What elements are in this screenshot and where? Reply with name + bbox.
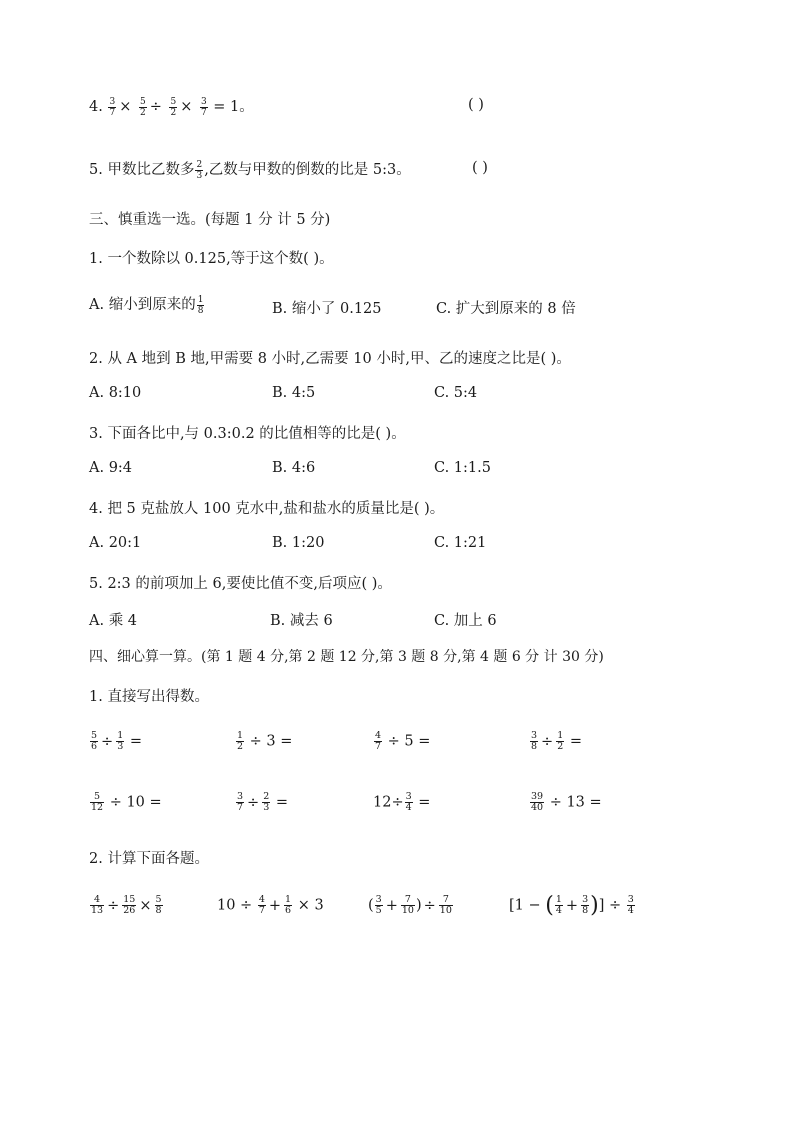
mental-math-8: $\frac{39}{40}$ ÷ 13 = — [531, 791, 602, 813]
mental-math-1: $\frac{5}{6}$ ÷ $\frac{1}{3}$ = — [91, 730, 143, 752]
mental-math-2: $\frac{1}{2}$ ÷ 3 = — [237, 730, 293, 752]
section-3-title: 三、慎重选一选。(每题 1 分 计 5 分) — [89, 212, 331, 228]
choice-q1-option-a[interactable]: A. 缩小到原来的 $\frac{1}{8}$ — [89, 294, 204, 316]
choice-q2-option-a[interactable]: A. 8:10 — [89, 385, 142, 401]
choice-q1-stem: 1. 一个数除以 0.125,等于这个数( )。 — [89, 251, 334, 267]
calc-problem-1: $\frac{4}{13}$ ÷ $\frac{15}{26}$ × $\frac{5}{8}$ — [91, 894, 162, 916]
fraction: $\frac{3}{7}$ — [200, 96, 207, 118]
choice-q1-option-c[interactable]: C. 扩大到原来的 8 倍 — [436, 301, 576, 317]
section-4-sub-1: 1. 直接写出得数。 — [89, 689, 209, 705]
fraction: $\frac{5}{2}$ — [139, 96, 146, 118]
fraction: $\frac{1}{8}$ — [197, 294, 204, 316]
calc-problem-2: 10 ÷ $\frac{4}{7}$ + $\frac{1}{6}$ × 3 — [217, 894, 324, 916]
choice-q5-option-c[interactable]: C. 加上 6 — [434, 613, 497, 629]
calc-problem-3: ( $\frac{3}{5}$ + $\frac{7}{10}$ ) ÷ $\frac{7}{10}$ — [368, 894, 452, 916]
fraction: $\frac{5}{2}$ — [170, 96, 177, 118]
mental-math-4: $\frac{3}{8}$ ÷ $\frac{1}{2}$ = — [531, 730, 583, 752]
choice-q4-option-b[interactable]: B. 1:20 — [272, 535, 325, 551]
section-4-title: 四、细心算一算。(第 1 题 4 分,第 2 题 12 分,第 3 题 8 分,第 4 题 6 分 计 30 分) — [89, 649, 604, 665]
mental-math-3: $\frac{4}{7}$ ÷ 5 = — [375, 730, 431, 752]
answer-blank[interactable]: ( ) — [472, 160, 488, 176]
choice-q1-option-b[interactable]: B. 缩小了 0.125 — [272, 301, 382, 317]
answer-blank[interactable]: ( ) — [468, 97, 484, 113]
choice-q3-option-c[interactable]: C. 1:1.5 — [434, 460, 491, 476]
judge-question-4: 4. $\frac{3}{7}$ × $\frac{5}{2}$ ÷ $\frac{5}{2}$ × $\frac{3}{7}$ = 1。 — [89, 96, 254, 118]
fraction: $\frac{3}{7}$ — [109, 96, 116, 118]
judge-question-5: 5. 甲数比乙数多 $\frac{2}{3}$ ,乙数与甲数的倒数的比是 5:3。 — [89, 159, 411, 181]
choice-q2-stem: 2. 从 A 地到 B 地,甲需要 8 小时,乙需要 10 小时,甲、乙的速度之比是( )。 — [89, 351, 571, 367]
choice-q3-option-b[interactable]: B. 4:6 — [272, 460, 316, 476]
fraction: $\frac{2}{3}$ — [196, 159, 203, 181]
mental-math-5: $\frac{5}{12}$ ÷ 10 = — [91, 791, 162, 813]
question-number: 4. — [89, 99, 103, 115]
choice-q2-option-c[interactable]: C. 5:4 — [434, 385, 478, 401]
choice-q2-option-b[interactable]: B. 4:5 — [272, 385, 316, 401]
choice-q4-stem: 4. 把 5 克盐放人 100 克水中,盐和盐水的质量比是( )。 — [89, 501, 445, 517]
choice-q4-option-a[interactable]: A. 20:1 — [89, 535, 142, 551]
calc-problem-4: [1 − ( $\frac{1}{4}$ + $\frac{3}{8}$ )] ÷ $\frac{3}{4}$ — [509, 892, 634, 918]
choice-q3-stem: 3. 下面各比中,与 0.3:0.2 的比值相等的比是( )。 — [89, 426, 406, 442]
mental-math-6: $\frac{3}{7}$ ÷ $\frac{2}{3}$ = — [237, 791, 289, 813]
choice-q5-stem: 5. 2:3 的前项加上 6,要使比值不变,后项应( )。 — [89, 576, 392, 592]
choice-q4-option-c[interactable]: C. 1:21 — [434, 535, 487, 551]
mental-math-7: 12÷ $\frac{3}{4}$ = — [373, 791, 431, 813]
section-4-sub-2: 2. 计算下面各题。 — [89, 851, 209, 867]
choice-q5-option-b[interactable]: B. 减去 6 — [270, 613, 333, 629]
choice-q3-option-a[interactable]: A. 9:4 — [89, 460, 133, 476]
choice-q5-option-a[interactable]: A. 乘 4 — [89, 613, 138, 629]
